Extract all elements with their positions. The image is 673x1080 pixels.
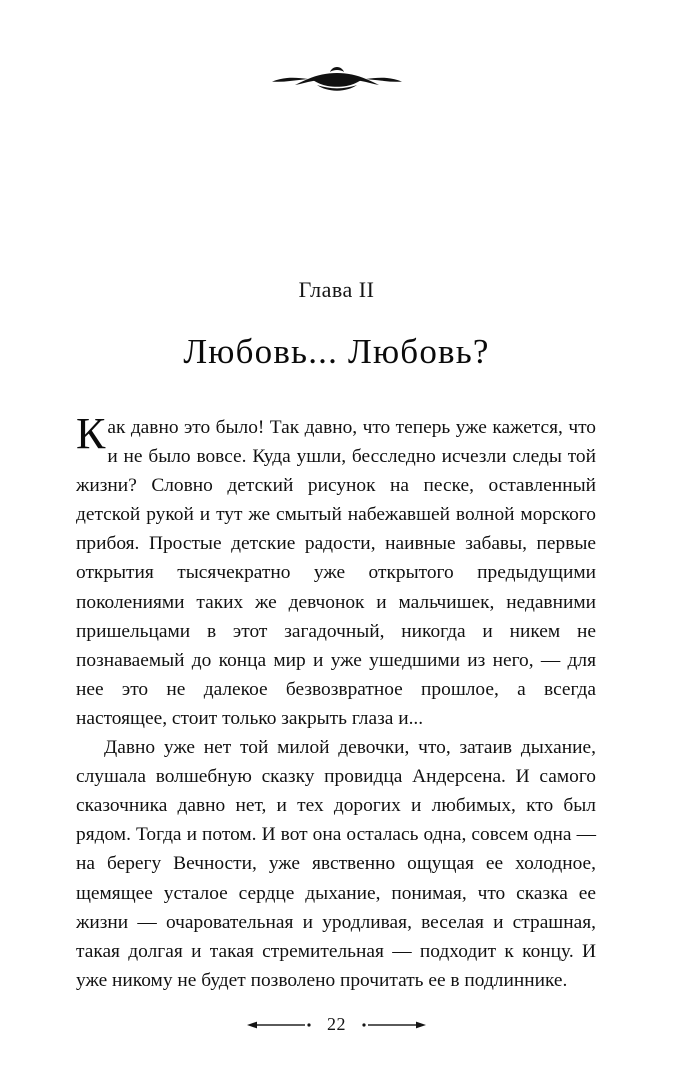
- paragraph-2: Давно уже нет той милой девочки, что, затаив дыхание, слушала волшебную сказку провидца Андерсена. И самого сказочника давно нет, и тех дорогих и любимых, кто был рядом. Тогда и потом. И вот она осталась одна, совсем одна — на берегу Вечности, уже явственно ощущая ее холодное, щемящее усталое сердце дыхание, понимая, что сказка ее жизни — очаровательная и уродливая, веселая и страшная, такая долгая и такая стремительная — подходит к концу. И уже никому не будет позволено прочитать ее в подлиннике.: [76, 737, 596, 991]
- footer-rule-left-icon: [247, 1020, 313, 1030]
- chapter-number: Глава II: [298, 277, 375, 302]
- footer-rule-right-icon: [360, 1020, 426, 1030]
- page-number: 22: [327, 1014, 346, 1034]
- chapter-title: Любовь... Любовь?: [183, 332, 490, 372]
- chapter-heading: [0, 278, 673, 372]
- flourish-ornament: [0, 62, 673, 96]
- paragraph-1: [76, 409, 596, 733]
- body-text: [76, 409, 596, 995]
- page-footer: [0, 1014, 673, 1035]
- drop-cap: К: [76, 409, 106, 458]
- paragraph-1-text: ак давно это было! Так давно, что теперь уже кажется, что и не было вовсе. Куда ушли, бесследно исчезли следы той жизни? Словно детский рисунок на песке, оставленный детской рукой и тут же смытый набежавшей волной морского прибоя. Простые детские радости, наивные забавы, первые открытия тысячекратно уже открытого предыдущими поколениями таких же девчонок и мальчишек, недавними пришельцами в этот загадочный, никогда и никем не познаваемый до конца мир и уже ушедшими из него, — для нее это не далекое безвозвратное прошлое, а всегда настоящее, стоит только закрыть глаза и...: [76, 417, 596, 729]
